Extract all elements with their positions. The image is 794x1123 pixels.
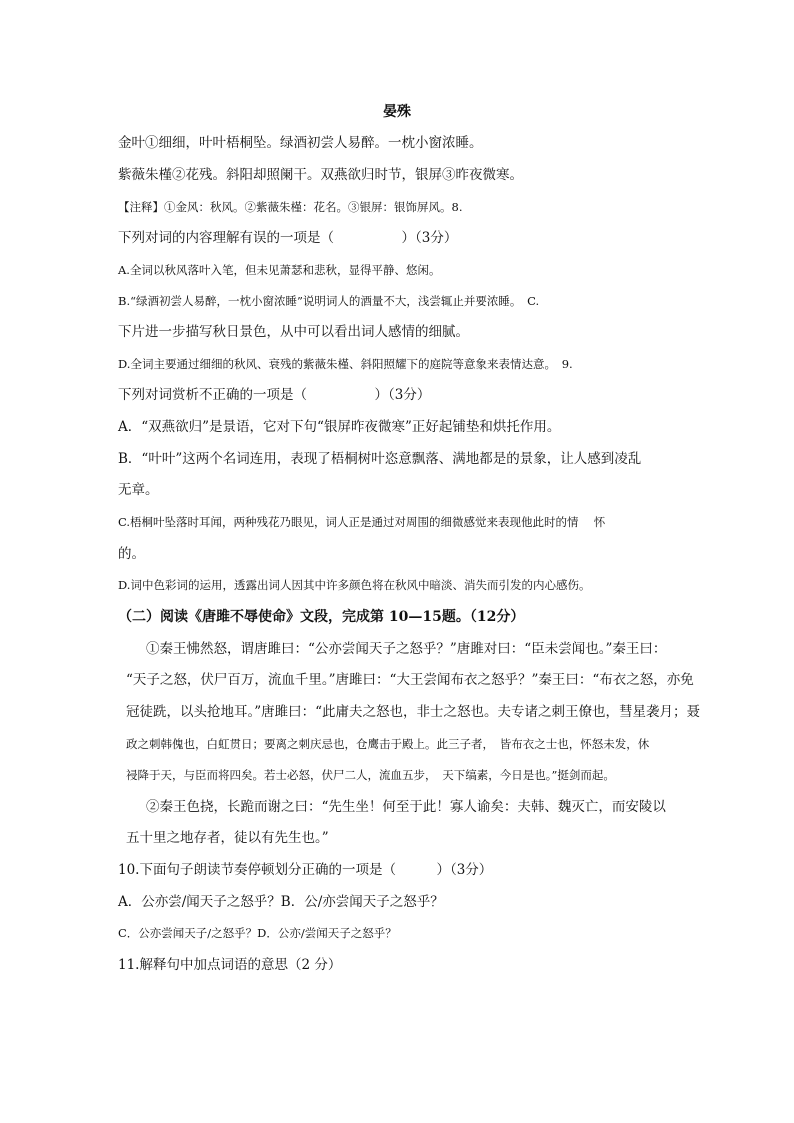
q9-option-b-line2: 无章。 <box>118 482 159 498</box>
q10-options-ab: A．公亦尝/闻天子之怒乎？B．公/亦尝闻天子之怒乎？ <box>118 894 444 910</box>
q8-option-a: A.全词以秋风落叶入笔，但未见萧瑟和悲秋，显得平静、悠闲。 <box>118 263 441 277</box>
q9-option-b-line1: B．“叶叶”这两个名词连用，表现了梧桐树叶恣意飘落、满地都是的景象，让人感到凌乱 <box>118 451 642 467</box>
q9-option-d: D.词中色彩词的运用，透露出词人因其中许多颜色将在秋风中暗淡、消失而引发的内心感伤。 <box>118 578 591 592</box>
q9-option-a: A．“双燕欲归”是景语，它对下句“银屏昨夜微寒”正好起铺垫和烘托作用。 <box>118 419 561 435</box>
q8-stem: 下列对词的内容理解有误的一项是（ ）（3分） <box>118 230 458 246</box>
poem-notes: 【注释】①金风：秋风。②紫薇朱槿：花名。③银屏：银饰屏风。8. <box>118 200 463 214</box>
q8-option-b: B.“绿酒初尝人易醉，一枕小窗浓睡”说明词人的酒量不大，浅尝辄止并要浓睡。 C. <box>118 294 540 308</box>
passage-p2-line1: ②秦王色挠，长跪而谢之曰：“先生坐！何至于此！寡人谕矣：夫韩、魏灭亡，而安陵以 <box>146 799 666 815</box>
q8-option-c: 下片进一步描写秋日景色，从中可以看出词人感情的细腻。 <box>118 324 469 340</box>
passage-p2-line2: 五十里之地存者，徒以有先生也。” <box>126 830 329 846</box>
q10-stem: 10.下面句子朗读节奏停顿划分正确的一项是（ ）（3分） <box>118 862 493 878</box>
q8-option-d: D.全词主要通过细细的秋风、衰残的紫薇朱槿、斜阳照耀下的庭院等意象来表情达意。 9. <box>118 357 573 371</box>
poem-author: 晏殊 <box>383 104 411 120</box>
q9-option-c-line2: 的。 <box>118 546 145 562</box>
passage-p1-line5: 祲降于天，与臣而将四矣。若士必怒，伏尸二人，流血五步， 天下缟素，今日是也。”挺剑而起。 <box>126 768 615 782</box>
section-2-heading: （二）阅读《唐雎不辱使命》文段，完成第 10—15题。（12分） <box>118 609 525 625</box>
poem-line-2: 紫薇朱槿②花残。斜阳却照阑干。双燕欲归时节，银屏③昨夜微寒。 <box>118 167 523 183</box>
q10-options-cd: C．公亦尝闻天子/之怒乎？D．公亦/尝闻天子之怒乎？ <box>118 926 397 940</box>
passage-p1-line2: “天子之怒，伏尸百万，流血千里。”唐雎曰：“大王尝闻布衣之怒乎？”秦王曰：“布衣之怒，亦免 <box>126 672 694 688</box>
passage-p1-line4: 政之刺韩傀也，白虹贯日；要离之刺庆忌也，仓鹰击于殿上。此三子者， 皆布衣之士也，怀怒未发，休 <box>126 737 650 751</box>
q9-stem: 下列对词赏析不正确的一项是（ ）（3分） <box>118 387 431 403</box>
poem-line-1: 金叶①细细，叶叶梧桐坠。绿酒初尝人易醉。一枕小窗浓睡。 <box>118 135 483 151</box>
passage-p1-line1: ①秦王怫然怒，谓唐雎曰：“公亦尝闻天子之怒乎？”唐雎对曰：“臣未尝闻也。”秦王曰： <box>146 641 667 657</box>
q9-option-c-line1: C.梧桐叶坠落时耳闻，两种残花乃眼见，词人正是通过对周围的细微感觉来表现他此时的情 怀 <box>118 515 606 529</box>
passage-p1-line3: 冠徒跣，以头抢地耳。”唐雎曰：“此庸夫之怒也，非士之怒也。夫专诸之刺王僚也，彗星袭月；聂 <box>126 704 701 720</box>
q11-stem: 11.解释句中加点词语的意思（2 分） <box>118 957 342 973</box>
